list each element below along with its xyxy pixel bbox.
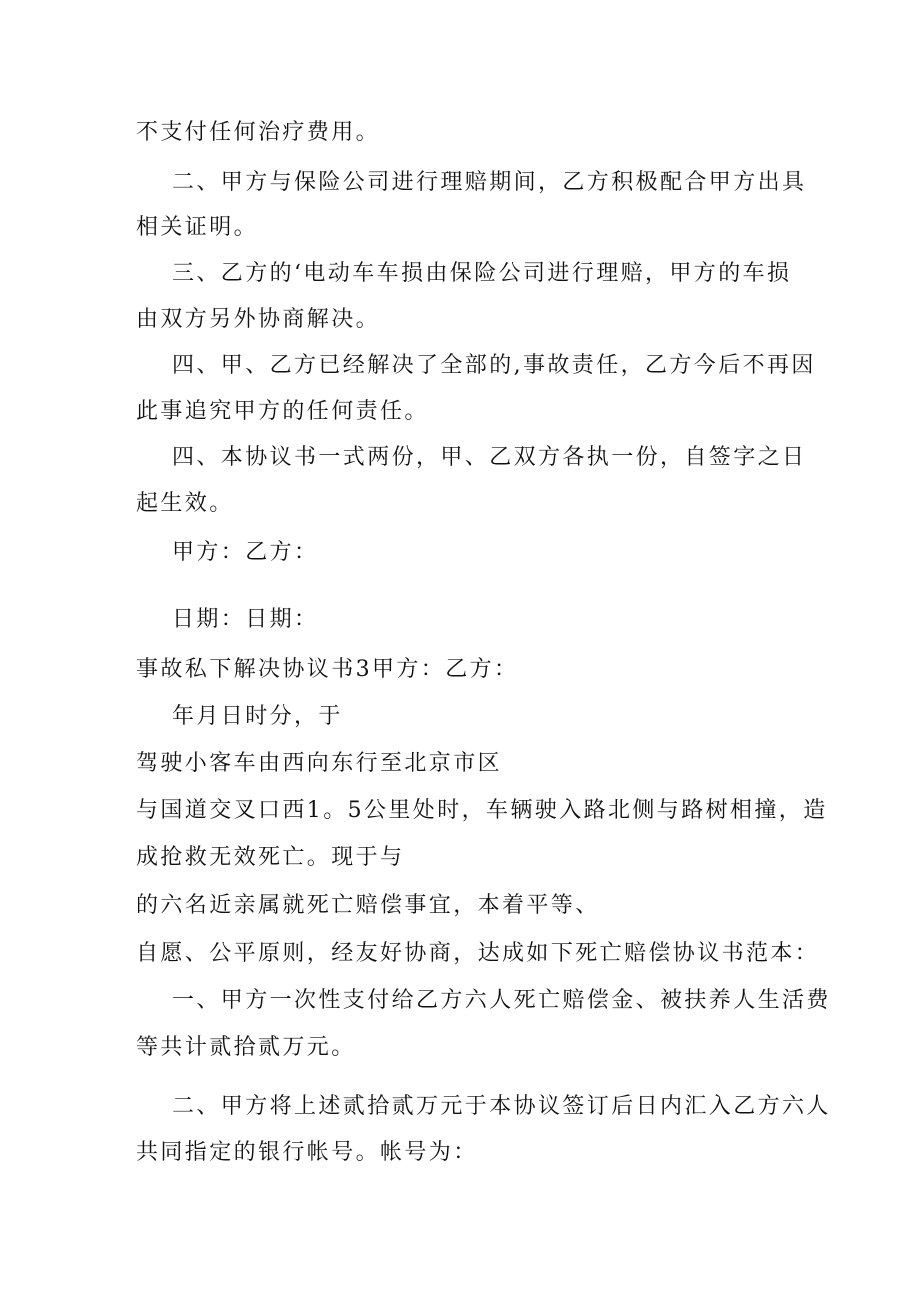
text-line: 二、甲方与保险公司进行理赔期间，乙方积极配合甲方出具 (172, 170, 807, 195)
date-line: 日期：日期： (172, 607, 319, 632)
text-line: 二、甲方将上述贰拾贰万元于本协议签订后日内汇入乙方六人 (172, 1094, 831, 1119)
text-line: 等共计贰拾贰万元。 (136, 1035, 356, 1060)
text-line: 由双方另外协商解决。 (136, 307, 381, 332)
text-line: 成抢救无效死亡。现于与 (136, 845, 405, 870)
text-line: 不支付任何治疗费用。 (136, 120, 381, 145)
text-line: 起生效。 (136, 491, 234, 516)
text-line: 的六名近亲属就死亡赔偿事宜，本着平等、 (136, 893, 600, 918)
text-line: 驾驶小客车由西向东行至北京市区 (136, 751, 503, 776)
text-line: 事故私下解决协议书3甲方：乙方： (136, 657, 519, 682)
text-line: 与国道交叉口西1。5公里处时，车辆驶入路北侧与路树相撞，造 (136, 798, 828, 823)
signature-line: 甲方：乙方： (172, 540, 319, 565)
text-line: 四、本协议书一式两份，甲、乙双方各执一份，自签字之日 (172, 445, 807, 470)
text-line: 三、乙方的‘电动车车损由保险公司进行理赔，甲方的车损 (172, 261, 792, 286)
text-line: 年月日时分，于 (172, 704, 343, 729)
text-line: 四、甲、乙方已经解决了全部的,事故责任，乙方今后不再因 (172, 353, 816, 378)
text-line: 一、甲方一次性支付给乙方六人死亡赔偿金、被扶养人生活费 (172, 988, 831, 1013)
text-line: 相关证明。 (136, 215, 259, 240)
text-line: 此事追究甲方的任何责任。 (136, 399, 429, 424)
text-line: 自愿、公平原则，经友好协商，达成如下死亡赔偿协议书范本： (136, 941, 820, 966)
text-line: 共同指定的银行帐号。帐号为： (136, 1140, 478, 1165)
